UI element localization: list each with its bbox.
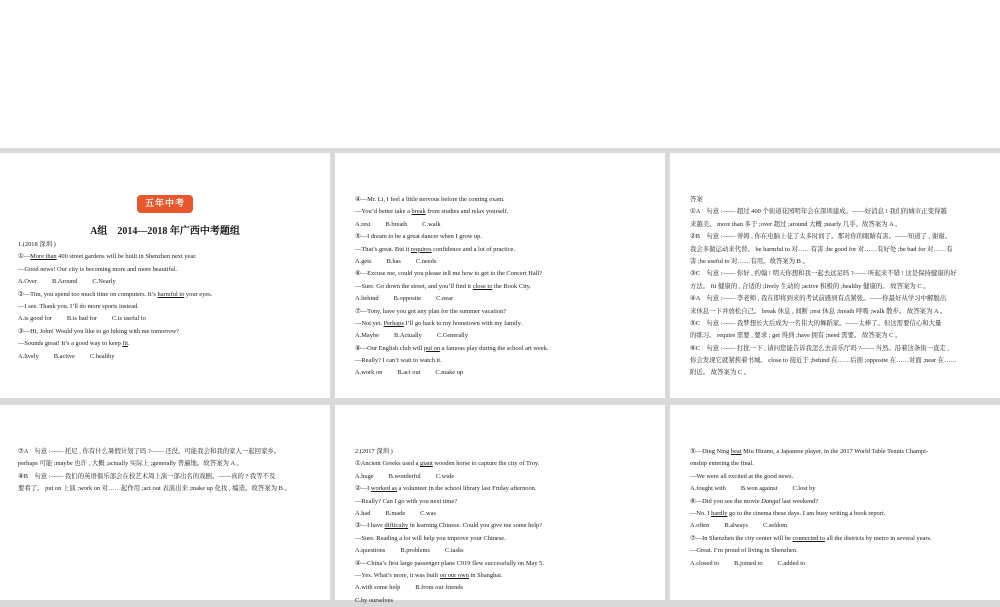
- line-segment: ②—I: [355, 485, 371, 493]
- answer-option: A.lively: [18, 352, 39, 360]
- page-content: [18, 446, 322, 496]
- text-line: ④A 句意 :—— 李老师 , 我在即将到来的考试前感到有点紧张。——你最好从学习中解脱出: [690, 295, 947, 303]
- page-thumbnail[interactable]: [0, 405, 330, 600]
- answer-option: C.tasks: [445, 547, 464, 555]
- answer-option: C.Nearly: [92, 278, 116, 286]
- option-line: [355, 471, 657, 483]
- line-segment: —No. I: [690, 509, 712, 517]
- line-segment: ⑧—Our English club will: [355, 344, 424, 352]
- text-line: [690, 496, 992, 508]
- underlined-phrase: put on: [423, 344, 441, 352]
- answer-option: B.breath: [385, 220, 408, 228]
- text-line: 要看了。 put on 上演 ;work on 对……起作用 ;act out 表演出来 ;make up 化妆 , 编造。故答案为 B 。: [18, 485, 291, 493]
- italic-title: Dangal: [761, 497, 781, 505]
- line-segment: confidence and a lot of practice.: [431, 245, 516, 253]
- answer-option: B.act out: [397, 369, 421, 377]
- line-segment: your eyes.: [184, 290, 213, 298]
- top-blank-area: [0, 0, 1000, 148]
- answer-option: C.healthy: [89, 352, 115, 360]
- option-line: [690, 483, 992, 495]
- text-line: [355, 483, 657, 495]
- text-line: ⑤—I dream to be a great dancer when I grow up.: [355, 233, 482, 241]
- answer-option: B.Around: [52, 278, 78, 286]
- text-line: —Good news! Our city is becoming more and more beautiful.: [18, 265, 178, 273]
- text-line: [690, 533, 992, 545]
- answer-option: B.has: [386, 257, 401, 265]
- option-line: [355, 582, 657, 594]
- text-line: 2.(2017 深圳 ): [355, 448, 393, 455]
- line-segment: —Sure. Go down the street, and you’ll find it: [355, 282, 473, 290]
- line-segment: —You’d better take a: [355, 208, 412, 216]
- text-line: [355, 206, 657, 218]
- answer-option: C.is useful to: [111, 315, 146, 323]
- line-segment: all the districts by metro in several years.: [824, 534, 932, 542]
- line-segment: —Yes. What’s more, it was built: [355, 571, 440, 579]
- text-line: —We were all excited at the good news.: [690, 472, 794, 480]
- text-line: onship entering the final.: [690, 460, 754, 468]
- underlined-phrase: requires: [410, 245, 432, 253]
- text-line: [690, 446, 992, 458]
- answer-option: A.often: [690, 522, 710, 530]
- text-line: 你会发现它就紧挨着书城。 close to 接近于 ;behind 在……后面 ;opposite 在……对面 ;near 在……: [690, 357, 957, 365]
- option-line: [690, 520, 992, 532]
- text-line: ③—Hi, John! Would you like to go hiking with me tomorrow?: [18, 327, 180, 335]
- text-line: 附近。 故答案为 C 。: [690, 369, 751, 377]
- page-thumbnail[interactable]: [335, 153, 665, 398]
- page-thumbnail[interactable]: [0, 153, 330, 398]
- line-segment: 400 street gardens will be built in Shenzhen next year.: [56, 253, 197, 261]
- answer-option: B.opposite: [393, 295, 422, 303]
- option-line: [355, 219, 657, 231]
- text-line: ⑥C 句意 :—— 打扰一下 , 请问您能告诉我怎么去音乐厅吗 ?—— 当然。沿着这条街一直走 ,: [690, 344, 950, 352]
- line-segment: —That’s great. But it: [355, 245, 411, 253]
- answer-option: A.questions: [355, 547, 386, 555]
- text-line: ⑦A 句意 :—— 托尼 , 你有什么暑假计划了吗 ?—— 还没。可能我会和我的家人一起回家乡。: [18, 448, 281, 455]
- answer-option: C.near: [436, 295, 453, 303]
- option-line: [355, 367, 657, 379]
- answer-option: B.active: [53, 352, 75, 360]
- line-segment: go to the cinema these days. I am busy writing a book report.: [727, 509, 886, 517]
- option-line: [355, 330, 657, 342]
- line-segment: ⑦—In Shenzhen the city center will be: [690, 534, 793, 542]
- text-line: —Sure. Reading a lot will help you improve your Chinese.: [355, 534, 506, 542]
- option-line: [18, 351, 322, 363]
- option-line: [355, 256, 657, 268]
- underlined-phrase: beat: [730, 448, 742, 455]
- line-segment: Miu Hirano, a Japanese player, in the 2017 World Table Tennis Champi-: [741, 448, 929, 455]
- underlined-phrase: close to: [472, 282, 493, 290]
- line-segment: ③—I have: [355, 522, 385, 530]
- text-line: ⑥—Excuse me, could you please tell me how to get to the Concert Hall?: [355, 270, 543, 278]
- answer-option: C.walk: [422, 220, 441, 228]
- page-content: [690, 446, 992, 570]
- text-line: 我会多做运动来代替。 be harmful to 对……有害 ;be good for 对……有好处 ;be bad for 对……有: [690, 245, 953, 253]
- line-segment: ①—: [18, 253, 31, 261]
- page-content: [18, 239, 322, 363]
- text-line: ⑦—Tony, have you got any plan for the summer vacation?: [355, 307, 507, 315]
- answer-option: C.wide: [435, 472, 455, 480]
- answer-option: A.Over: [18, 278, 37, 286]
- text-line: ③C 句意 :—— 你好 , 约翰 ! 明天你想和我一起去远足吗 ?—— 听起来不错 ! 这是保持健康的好: [690, 270, 957, 278]
- text-line: [690, 508, 992, 520]
- text-line: 1.(2018 深圳 ): [18, 241, 56, 248]
- page-content: [355, 446, 657, 607]
- line-segment: from studies and relax yourself.: [425, 208, 509, 216]
- page-content: [355, 194, 657, 380]
- answer-option: B.made: [385, 509, 406, 517]
- section-badge: 五年中考: [137, 195, 193, 213]
- answer-option: A.is good for: [18, 315, 52, 323]
- answer-option: B.always: [724, 522, 748, 530]
- underlined-phrase: connected to: [792, 534, 825, 542]
- option-line: [18, 313, 322, 325]
- text-line: [355, 570, 657, 582]
- text-line: 害 ;be useful to 对……有用。故答案为 B 。: [690, 257, 809, 265]
- answer-option: B.from our friends: [415, 584, 464, 592]
- text-line: perhaps 可能 ;maybe 也许 , 大概 ;actually 实际上 ;generally 普遍地。故答案为 A 。: [18, 460, 243, 468]
- text-line: ⑧B 句意 :—— 我们的英语俱乐部会在校艺术周上演一部出名的戏剧。——真的 ? 我等不及: [18, 472, 276, 480]
- answer-option: C.make up: [435, 369, 464, 377]
- answer-option: C.seldom: [762, 522, 788, 530]
- text-line: [18, 289, 322, 301]
- option-line: [355, 595, 657, 607]
- option-line: [355, 508, 657, 520]
- line-segment: a volunteer in the school library last Friday afternoon.: [396, 485, 537, 493]
- line-segment: in Shanghai.: [468, 571, 503, 579]
- answer-option: B.won against: [740, 485, 778, 493]
- answer-option: A.behind: [355, 295, 379, 303]
- answer-option: C.lost by: [792, 485, 816, 493]
- underlined-phrase: giant: [420, 460, 433, 468]
- text-line: [18, 338, 322, 350]
- answer-option: A.gets: [355, 257, 372, 265]
- text-line: 来休息一下并放松自己。 break 休息 , 间断 ;rest 休息 ;breath 呼吸 ;walk 散步。 故答案为 A 。: [690, 307, 947, 315]
- underlined-phrase: Perhaps: [383, 319, 404, 327]
- answer-option: A.huge: [355, 472, 374, 480]
- line-segment: wooden horse to capture the city of Troy.: [432, 460, 540, 468]
- answer-option: B.problems: [400, 547, 431, 555]
- line-segment: the Book City.: [492, 282, 532, 290]
- text-line: —Really? I can’t wait to watch it.: [355, 357, 442, 365]
- line-segment: ⑥—Did you see the movie: [690, 497, 762, 505]
- line-segment: —Not yet.: [355, 319, 384, 327]
- text-line: ②B 句意 :—— 蒂姆 , 你在电脑上花了太多时间了。那对你的眼睛有害。——知道了 , 谢谢。: [690, 233, 951, 241]
- text-line: —Great. I’m proud of living in Shenzhen.: [690, 547, 798, 555]
- underlined-phrase: hardly: [711, 509, 728, 517]
- line-segment: in learning Chinese. Could you give me some help?: [408, 522, 543, 530]
- line-segment: a famous play during the school art week.: [440, 344, 549, 352]
- section-title: A组 2014—2018 年广西中考题组: [90, 226, 240, 237]
- option-line: [690, 558, 992, 570]
- answer-option: A.had: [355, 509, 371, 517]
- line-segment: ①Ancient Greeks used a: [355, 460, 420, 468]
- text-line: [355, 520, 657, 532]
- text-line: ④—China’s first large passenger plane C919 flew successfully on May 5.: [355, 559, 544, 567]
- line-segment: ⑤—Ding Ning: [690, 448, 731, 455]
- text-line: ①A 句意 :—— 超过 400 个街道花园明年会在深圳建成。——好消息 ! 我们的城市正变得越: [690, 208, 947, 216]
- answer-option: A.fought with: [690, 485, 726, 493]
- option-line: [355, 293, 657, 305]
- answer-option: B.wonderful: [388, 472, 421, 480]
- answer-option: A.work on: [355, 369, 383, 377]
- text-line: 答案: [690, 196, 703, 203]
- text-line: [355, 458, 657, 470]
- line-segment: last weekend?: [780, 497, 819, 505]
- page-content: [690, 194, 992, 380]
- line-segment: .: [128, 340, 130, 348]
- text-line: 来越美。 more than 多于 ;over 超过 ;around 大概 ;nearly 几乎。故答案为 A 。: [690, 220, 902, 228]
- text-line: [355, 281, 657, 293]
- answer-option: C.added to: [777, 559, 806, 567]
- answer-option: A.with some help: [355, 584, 401, 592]
- answer-option: C.by ourselves: [355, 596, 393, 604]
- page-thumbnail[interactable]: [670, 405, 1000, 600]
- answer-option: C.Generally: [436, 332, 468, 340]
- line-segment: I’ll go back to my hometown with my family.: [403, 319, 522, 327]
- answer-option: B.is bad for: [66, 315, 97, 323]
- text-line: ④—Mr. Li, I feel a little nervous before the coming exam.: [355, 196, 505, 203]
- underlined-phrase: harmful to: [157, 290, 185, 298]
- text-line: [18, 251, 322, 263]
- answer-option: B.Actually: [393, 332, 422, 340]
- text-line: 方法。 fit 健康的 , 合适的 ;lively 生动的 ;active 积极的 ;healthy 健康的。 故答案为 C 。: [690, 282, 930, 290]
- text-line: ⑤C 句意 :—— 我梦想长大后成为一名伟大的舞蹈家。——太棒了。但这需要信心和大量: [690, 319, 942, 327]
- answer-option: A.rest: [355, 220, 371, 228]
- answer-option: A.Maybe: [355, 332, 379, 340]
- underlined-phrase: break: [411, 208, 426, 216]
- text-line: [355, 318, 657, 330]
- answer-option: B.joined to: [734, 559, 763, 567]
- answer-option: A.closed to: [690, 559, 720, 567]
- text-line: 的练习。 require 需要 , 要求 ; get 得到 ;have 拥有 ;need 需要。 故答案为 C 。: [690, 332, 902, 340]
- answer-option: C.needs: [415, 257, 437, 265]
- underlined-phrase: More than: [30, 253, 57, 261]
- page-thumbnail[interactable]: [670, 153, 1000, 398]
- text-line: [355, 343, 657, 355]
- page-thumbnail[interactable]: [335, 405, 665, 604]
- text-line: —I see. Thank you. I’ll do more sports instead.: [18, 302, 139, 310]
- option-line: [18, 276, 322, 288]
- line-segment: ②—Tim, you spend too much time on computers. It’s: [18, 290, 158, 298]
- underlined-phrase: worked as: [370, 485, 397, 493]
- underlined-phrase: on our own: [439, 571, 469, 579]
- option-line: [355, 545, 657, 557]
- underlined-phrase: difficulty: [384, 522, 409, 530]
- answer-option: C.was: [420, 509, 436, 517]
- text-line: [355, 244, 657, 256]
- line-segment: —Sounds great! It’s a good way to keep: [18, 340, 123, 348]
- underlined-phrase: fit: [122, 340, 129, 348]
- text-line: —Really? Can I go with you next time?: [355, 497, 458, 505]
